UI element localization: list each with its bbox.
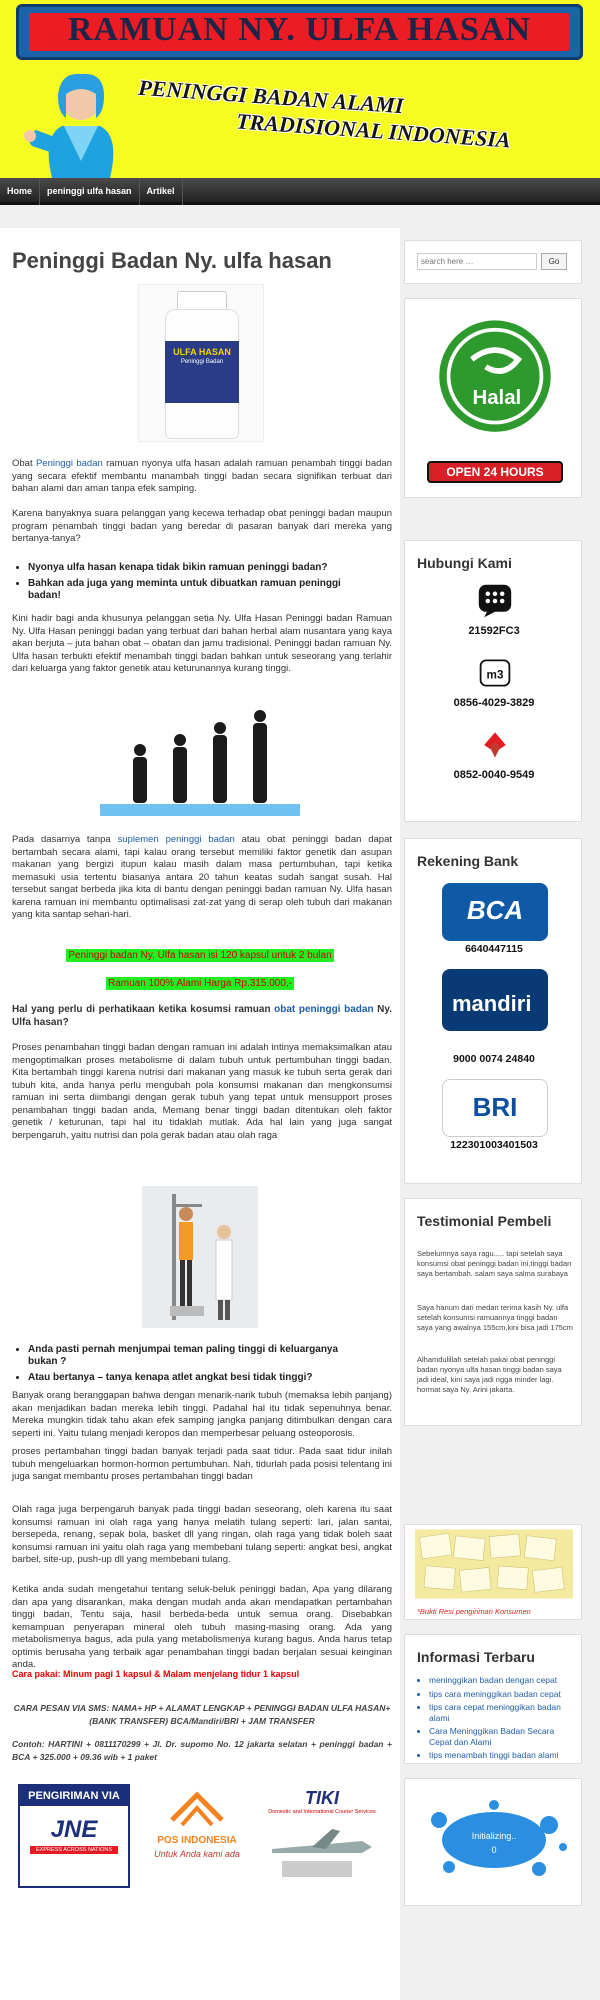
product-bottle-image — [138, 284, 264, 442]
nav-peninggi[interactable]: peninggi ulfa hasan — [40, 178, 140, 205]
pos-name: POS INDONESIA — [157, 1835, 237, 1846]
tiki-sub: Domestic and International Courier Services — [268, 1809, 376, 1815]
paragraph-5: Proses penambahan tinggi badan dengan ramuan ini adalah intinya memaksimalkan atau mengoptimalkan proses metabolisme di dalam tubuh untuk pertumbuhan tinggi badan. Kita bertambah tinggi karena nutrisi dari makanan yang masuk ke tubuh serta gerak dari tubuh kita, anda hanya perlu mengubah pola konsumsi makanan dan mengkonsumsi ramuan ini serta diimbangi dengan gerak tubuh yang tepat untuk mensupport proses penambahan tinggi badan anda, Memang benar tinggi badan ditentukan oleh faktor genetik / keturunan, tapi hal itu tidaklah mutlak. Ada hal lain yang juga sangat berpengaruh, yaitu nutrisi dan pola gerak badan atau olah raga — [12, 1042, 392, 1141]
link-suplemen[interactable]: suplemen peninggi badan — [117, 834, 235, 845]
mandiri-account[interactable]: 9000 0074 24840 — [453, 1053, 535, 1065]
list-item: • Nyonya ulfa hasan kenapa tidak bikin ramuan peninggi badan? — [28, 562, 368, 574]
site-title[interactable]: RAMUAN NY. ULFA HASAN — [67, 11, 532, 48]
jne-sub: EXPRESS ACROSS NATIONS — [30, 1846, 118, 1854]
question-list-2 — [28, 1344, 368, 1388]
info-link[interactable]: • tips menambah tinggi badan alami — [429, 1750, 575, 1761]
price-highlight-2: Ramuan 100% Alami Harga Rp.315.000,- — [108, 978, 292, 989]
svg-text:m3: m3 — [486, 668, 504, 682]
blackberry-icon — [477, 583, 513, 619]
contact-title[interactable]: Hubungi Kami — [417, 555, 512, 571]
tagline-1: PENINGGI BADAN ALAMI — [137, 74, 405, 119]
nav-home[interactable]: Home — [0, 178, 40, 205]
bca-account[interactable]: 6640447115 — [465, 943, 523, 955]
testimonial-1: Sebelumnya saya ragu..... tapi setelah saya konsumsi obat peninggi badan ini,tinggi badan saya bertambah. salam saya salma surabaya — [417, 1249, 572, 1278]
contact-widget — [404, 540, 582, 822]
search-button[interactable]: Go — [541, 253, 567, 270]
list-item: • Anda pasti pernah menjumpai teman paling tinggi di keluarganya bukan ? — [28, 1344, 368, 1368]
paragraph-2: Karena banyaknya suara pelanggan yang kecewa terhadap obat peninggi badan maupun program penambah tinggi badan yang beredar di pasaran banyak dari mereka yang bertanya-tanya? — [12, 508, 392, 544]
bri-account[interactable]: 122301003401503 — [450, 1139, 538, 1151]
counter-value: 0 — [491, 1845, 497, 1855]
model-woman-image — [22, 66, 140, 178]
counter-widget — [404, 1778, 582, 1906]
nav-artikel[interactable]: Artikel — [140, 178, 183, 205]
list-item: • Atau bertanya – tanya kenapa atlet angkat besi tidak tinggi? — [28, 1372, 368, 1384]
measuring-height-image — [142, 1186, 258, 1328]
telkomsel-icon — [477, 727, 513, 763]
bca-logo — [442, 883, 548, 941]
bb-pin[interactable]: 21592FC3 — [468, 625, 520, 637]
tiki-logo — [262, 1784, 382, 1888]
receipt-photo — [415, 1525, 573, 1603]
halal-logo — [425, 313, 565, 443]
testimonial-2: Saya hanum dari medan terima kasih Ny. ulfa setelah konsumsi ramuannya tinggi badan saya yang awalnya 155cm,kini bisa jadi 175cm — [417, 1303, 573, 1332]
paragraph-3: Kini hadir bagi anda khusunya pelanggan setia Ny. Ulfa Hasan Peninggi badan Ramuan Ny. Ulfa Hasan peninggi badan yang terbuat dari bahan herbal alam nusantara yang kaya akan berjuta – juta bahan obat – obatan dan jamu tradisional. Peninggi badan ramuan Ny. Ulfa hasan terbukti efektif menambah tinggi badan bahkan untuk seseorang yang terlahir dari keluarga yang faktor genetik atau keturunannya kurang tinggi. — [12, 613, 392, 674]
link-peninggi-badan[interactable]: Peninggi badan — [35, 458, 103, 469]
price-highlight-1: Peninggi badan Ny. Ulfa hasan isi 120 kapsul untuk 2 bulan — [68, 950, 332, 961]
info-link[interactable]: • Cara Meninggikan Badan Secara Cepat dan Alami — [429, 1726, 575, 1747]
paragraph-9: Ketika anda sudah mengetahui tentang seluk-beluk peninggi badan, Apa yang dilarang dan apa yang disarankan, maka dengan mudah anda akan mendapatkan pertambahan tinggi badan, Tentu saja, hasil berbeda-beda untuk semua orang. Disebabkan kemampuan penyerapan mineral oleh tubuh masing-masing orang. Ada yang metabolismenya bagus, ada pula yang metabolismenya kurang bagus. Anda harus tetap optimis berusaha yang terbaik agar penambahan tinggi badan berjalan sesuai keinginan anda. — [12, 1584, 392, 1670]
order-example: Contoh: HARTINI + 0811170299 + Jl. Dr. supomo No. 12 jakarta selatan + peninggi badan + BCA + 325.000 + 09.36 wib + 1 paket — [12, 1739, 392, 1762]
subheading-1: Hal yang perlu di perhatikaan ketika kosumsi ramuan obat peninggi badan Ny. Ulfa hasan? — [12, 1004, 392, 1028]
paragraph-4: Pada dasarnya tanpa suplemen peninggi badan atau obat peninggi badan dapat bertambah secara alami, tapi kalau orang tersebut memiliki faktor genetik dan asupan makanan yang bergizi itupun kalau masih dalam masa pertumbuhan, tapi ketika memasuki usia tertentu biasanya antara 20 tahun keatas sudah sangat susah. Hal tersebut sangat berbeda jika kita di bantu dengan peninggi badan ramuan Ny. Ulfa hasan karena ramuan ini membantu optimalisasi zat-zat yang di serap oleh tubuh dari makanan yang kita santap sehari-hari. — [12, 834, 392, 920]
site-header — [0, 0, 600, 178]
info-list — [429, 1675, 575, 1764]
testimonial-3: Alhamdulillah setelah pakai obat peninggi badan nyonya ulfa hasan tinggi badan saya jadi ideal, kini saya jadi ngga minder lagi. hormat saya Ny. Arini jakarta. — [417, 1355, 562, 1394]
im3-icon — [477, 655, 513, 691]
link-obat-peninggi[interactable]: obat peninggi badan — [274, 1004, 374, 1015]
paragraph-8: Olah raga juga berpengaruh banyak pada tinggi badan seseorang, oleh karena itu saat konsumsi ramuan ini olah raga yang hanya melatih tulang seperti: lari, jalan santai, bersepeda, renang, sepak bola, basket dll yang ringan, olah raga yang tidak boleh saat konsumsi ramuan ini yaitu olah raga yang membebani tulang seperti: angkat besi, angkat barbel, site-up, push-up dll yang membebani tulang. — [12, 1504, 392, 1565]
bottle-sublabel: Peninggi Badan — [180, 359, 224, 365]
tiki-name: TIKI — [305, 1788, 339, 1808]
counter-status: Initializing.. — [471, 1831, 517, 1841]
search-widget — [404, 240, 582, 284]
paragraph-7: proses pertambahan tinggi badan banyak terjadi pada saat tidur. Pada saat tidur inilah tubuh mengeluarkan hormon-hormon pertumbuhan. Nah, tidurlah pada posisi telentang ini juga sangat membantu proses pertambahan tinggi badan — [12, 1446, 392, 1482]
dosage-note: Cara pakai: Minum pagi 1 kapsul & Malam menjelang tidur 1 kapsul — [12, 1669, 300, 1679]
halal-widget — [404, 298, 582, 498]
pos-indonesia-logo — [144, 1784, 250, 1888]
testimonial-widget — [404, 1198, 582, 1426]
bottle-label: ULFA HASAN — [173, 347, 231, 357]
height-silhouettes-image — [100, 708, 300, 818]
mandiri-name: mandiri — [452, 991, 532, 1016]
list-item: • Bahkan ada juga yang meminta untuk dibuatkan ramuan peninggi badan! — [28, 578, 368, 602]
info-link[interactable]: • meninggikan badan dengan cepat — [429, 1675, 575, 1686]
telkomsel-number[interactable]: 0852-0040-9549 — [453, 769, 535, 781]
bri-name: BRI — [472, 1092, 518, 1122]
shipping-title: PENGIRIMAN VIA — [20, 1786, 128, 1806]
im3-number[interactable]: 0856-4029-3829 — [453, 697, 535, 709]
paragraph-6: Banyak orang beranggapan bahwa dengan menarik-narik tubuh (memaksa lebih panjang) akan menjadikan badan mereka lebih tinggi. Padahal hal itu tidak sepenuhnya benar. Mereka mungkin tidak tahu akan efek samping jangka panjang ditimbulkan dengan cara seperti ini. Yaitu tulang menjadi keropos dan memperbesar peluang osteoporosis. — [12, 1390, 392, 1439]
info-link[interactable]: • tips cara meninggikan badan cepat — [429, 1689, 575, 1700]
post-title[interactable]: Peninggi Badan Ny. ulfa hasan — [12, 248, 332, 273]
main-content — [0, 228, 400, 2000]
info-link[interactable]: • tips cara cepat meninggikan badan alami — [429, 1702, 575, 1723]
halal-text: Halal — [472, 387, 522, 409]
receipt-caption: *Bukti Resi pengiriman Konsumen — [417, 1607, 531, 1616]
paragraph-1: Obat Peninggi badan ramuan nyonya ulfa hasan adalah ramuan penambah tinggi badan yang secara efektif membantu manambah tinggi badan secara signifikan terbuat dari bahan alami dan aman tanpa efek samping. — [12, 458, 392, 494]
jne-logo — [18, 1784, 130, 1888]
mandiri-logo — [442, 969, 548, 1031]
bank-title[interactable]: Rekening Bank — [417, 853, 519, 869]
bank-widget — [404, 838, 582, 1184]
order-instructions: CARA PESAN VIA SMS: NAMA+ HP + ALAMAT LENGKAP + PENINGGI BADAN ULFA HASAN+(BANK TRANSFER) BCA/Mandiri/BRI + JAM TRANSFER — [13, 1703, 391, 1726]
bri-logo — [442, 1079, 548, 1137]
title-banner — [16, 4, 583, 60]
receipt-widget — [404, 1524, 582, 1620]
pos-sub: Untuk Anda kami ada — [154, 1849, 240, 1859]
bca-name: BCA — [466, 895, 524, 925]
testimonial-title[interactable]: Testimonial Pembeli — [417, 1213, 552, 1229]
open-24-hours-badge: OPEN 24 HOURS — [427, 461, 563, 483]
info-title[interactable]: Informasi Terbaru — [417, 1649, 535, 1665]
search-input[interactable] — [417, 253, 537, 270]
info-widget — [404, 1634, 582, 1764]
question-list-1 — [28, 562, 368, 606]
tagline-2: TRADISIONAL INDONESIA — [235, 108, 512, 153]
sidebar — [404, 228, 600, 2000]
jne-name: JNE — [50, 1816, 98, 1843]
main-nav — [0, 178, 600, 205]
